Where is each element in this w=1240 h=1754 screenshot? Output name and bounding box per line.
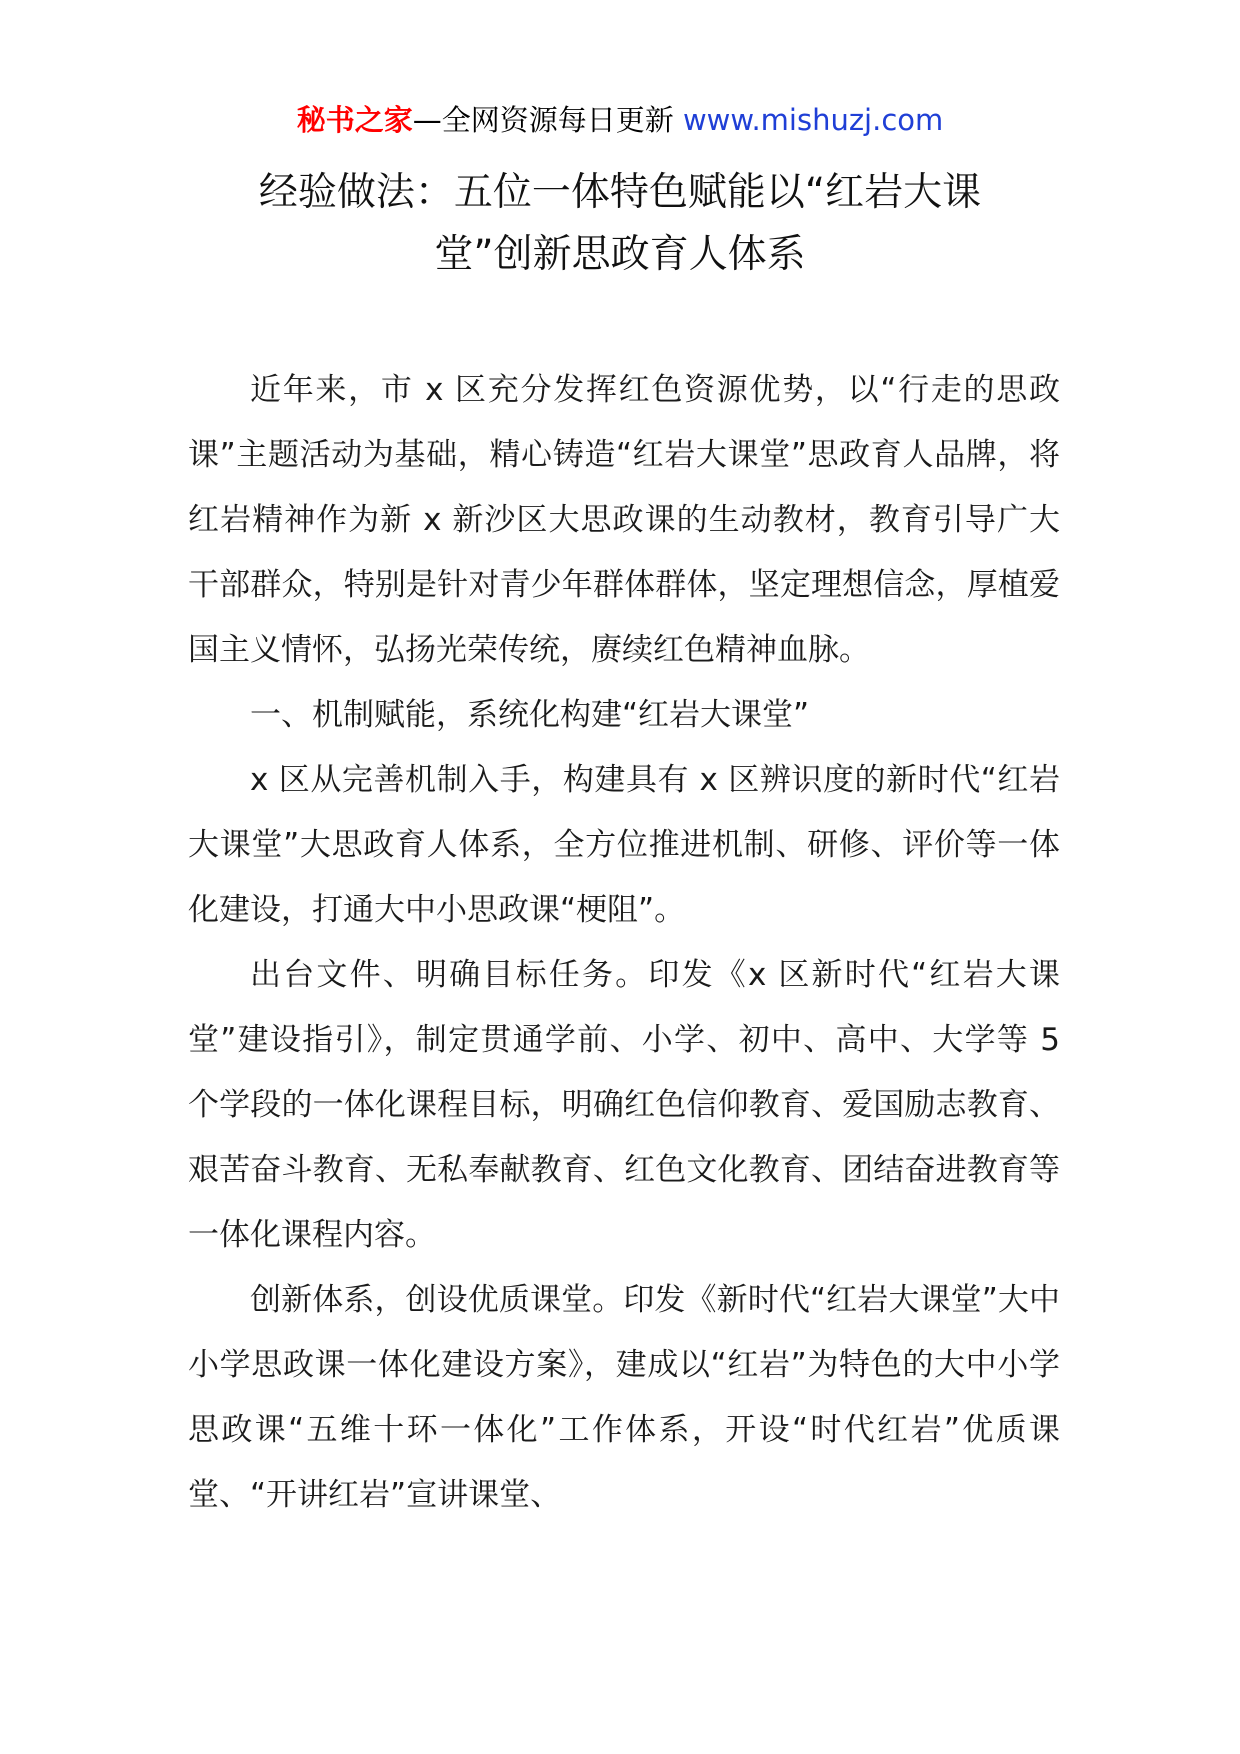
site-url-link[interactable]: www.mishuzj.com — [682, 103, 944, 137]
site-header — [0, 100, 1240, 140]
brand-name: 秘书之家 — [296, 103, 413, 137]
document-title — [180, 162, 1060, 286]
document-body — [188, 358, 1060, 1528]
section-heading-1: 一、机制赋能，系统化构建“红岩大课堂” — [250, 697, 810, 733]
header-tagline: —全网资源每日更新 — [412, 103, 683, 137]
paragraph-intro: 近年来，市 x 区充分发挥红色资源优势，以“行走的思政课”主题活动为基础，精心铸造“红岩大课堂”思政育人品牌，将红岩精神作为新 x 新沙区大思政课的生动教材，教育引导广大干部群众，特别是针对青少年群体群体，坚定理想信念，厚植爱国主义情怀，弘扬光荣传统，赓续红色精神血脉。 — [188, 372, 1060, 668]
paragraph-documents: 出台文件、明确目标任务。印发《x 区新时代“红岩大课堂”建设指引》，制定贯通学前、小学、初中、高中、大学等 5 个学段的一体化课程目标，明确红色信仰教育、爱国励志教育、艰苦奋斗教育、无私奉献教育、红色文化教育、团结奋进教育等一体化课程内容。 — [188, 957, 1060, 1253]
paragraph-mechanism: x 区从完善机制入手，构建具有 x 区辨识度的新时代“红岩大课堂”大思政育人体系，全方位推进机制、研修、评价等一体化建设，打通大中小思政课“梗阻”。 — [188, 762, 1060, 928]
paragraph-system: 创新体系，创设优质课堂。印发《新时代“红岩大课堂”大中小学思政课一体化建设方案》，建成以“红岩”为特色的大中小学思政课“五维十环一体化”工作体系，开设“时代红岩”优质课堂、“开讲红岩”宣讲课堂、 — [188, 1282, 1060, 1513]
title-line-1: 经验做法：五位一体特色赋能以“红岩大课 — [258, 170, 982, 215]
title-line-2: 堂”创新思政育人体系 — [434, 232, 806, 277]
